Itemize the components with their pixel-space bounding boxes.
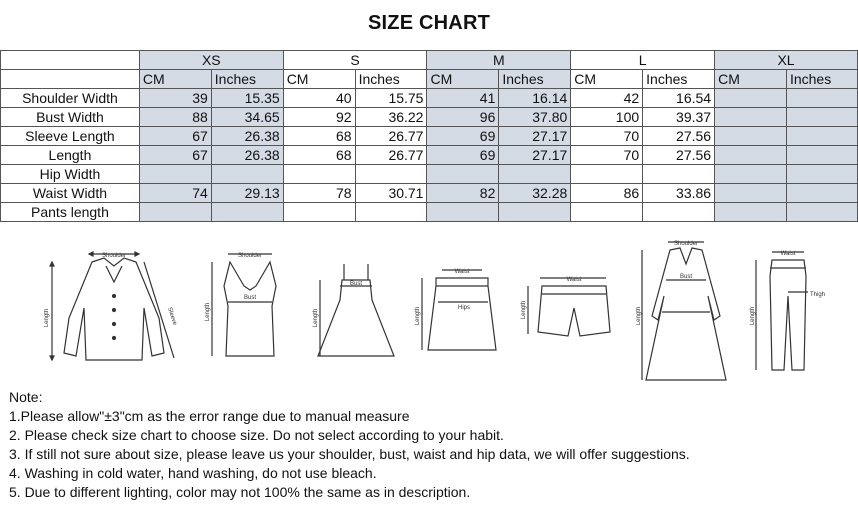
unit-header: Inches (786, 70, 857, 89)
thigh-label: Thigh (810, 292, 826, 298)
corner-cell (1, 70, 140, 89)
size-header-xs: XS (139, 51, 283, 70)
unit-header: CM (427, 70, 499, 89)
table-cell: 41 (427, 89, 499, 108)
unit-header: Inches (355, 70, 427, 89)
row-label: Sleeve Length (1, 127, 140, 146)
waist-label-3: Waist (780, 251, 796, 257)
shoulder-label: Shoulder (101, 253, 127, 259)
bust-label-2: Bust (349, 281, 363, 287)
unit-header: Inches (499, 70, 571, 89)
table-cell (571, 165, 643, 184)
table-row (1, 89, 858, 108)
table-cell (786, 165, 857, 184)
table-cell (211, 165, 283, 184)
table-cell: 42 (571, 89, 643, 108)
table-cell (499, 203, 571, 222)
table-cell (715, 203, 787, 222)
size-header-m: M (427, 51, 571, 70)
table-cell: 70 (571, 127, 643, 146)
table-row (1, 127, 858, 146)
size-chart-table (0, 50, 858, 222)
unit-header-row (1, 70, 858, 89)
table-cell: 92 (283, 108, 355, 127)
table-row (1, 184, 858, 203)
unit-header: Inches (643, 70, 715, 89)
table-cell (786, 184, 857, 203)
size-header-s: S (283, 51, 427, 70)
length-label-5: Length (521, 300, 527, 320)
page-title: SIZE CHART (368, 12, 490, 34)
row-label: Waist Width (1, 184, 140, 203)
table-cell (283, 165, 355, 184)
length-label-4: Length (415, 306, 421, 326)
table-cell: 34.65 (211, 108, 283, 127)
table-cell: 15.35 (211, 89, 283, 108)
table-cell: 27.56 (643, 146, 715, 165)
note-item: 5. Due to different lighting, color may not 100% the same as in description. (9, 484, 471, 500)
table-cell (786, 146, 857, 165)
corner-cell (1, 51, 140, 70)
table-cell: 16.54 (643, 89, 715, 108)
length-label-7: Length (750, 306, 756, 326)
table-row (1, 108, 858, 127)
table-cell: 33.86 (643, 184, 715, 203)
size-header-l: L (571, 51, 715, 70)
table-cell: 67 (139, 127, 211, 146)
table-cell (786, 203, 857, 222)
table-cell (786, 108, 857, 127)
table-cell: 67 (139, 146, 211, 165)
waist-label: Waist (454, 269, 470, 275)
vest-diagram (202, 246, 292, 371)
table-cell: 15.75 (355, 89, 427, 108)
table-cell (499, 165, 571, 184)
table-row (1, 165, 858, 184)
table-cell (643, 165, 715, 184)
table-cell: 96 (427, 108, 499, 127)
unit-header: Inches (211, 70, 283, 89)
notes-heading: Note: (9, 389, 43, 405)
row-label: Pants length (1, 203, 140, 222)
bust-label: Bust (243, 295, 257, 301)
row-label: Shoulder Width (1, 89, 140, 108)
skirt-diagram (412, 262, 502, 362)
size-header-xl: XL (715, 51, 858, 70)
table-cell: 69 (427, 146, 499, 165)
table-cell: 27.17 (499, 146, 571, 165)
table-cell: 27.17 (499, 127, 571, 146)
table-cell: 37.80 (499, 108, 571, 127)
note-item: 1.Please allow"±3"cm as the error range due to manual measure (9, 408, 410, 424)
sleeve-label: Sleeve (166, 306, 178, 327)
table-row (1, 146, 858, 165)
table-cell (786, 89, 857, 108)
row-label: Hip Width (1, 165, 140, 184)
table-cell (715, 165, 787, 184)
table-cell: 32.28 (499, 184, 571, 203)
table-cell (355, 203, 427, 222)
table-cell (211, 203, 283, 222)
table-cell (283, 203, 355, 222)
table-cell (715, 146, 787, 165)
table-cell: 39.37 (643, 108, 715, 127)
table-cell: 16.14 (499, 89, 571, 108)
table-cell: 26.77 (355, 127, 427, 146)
table-cell (139, 203, 211, 222)
table-cell (715, 127, 787, 146)
table-cell (427, 203, 499, 222)
table-cell: 40 (283, 89, 355, 108)
length-label-2: Length (205, 302, 211, 322)
note-item: 2. Please check size chart to choose size. Do not select according to your habit. (9, 427, 504, 443)
table-cell: 36.22 (355, 108, 427, 127)
table-cell (571, 203, 643, 222)
table-cell (715, 89, 787, 108)
table-cell: 27.56 (643, 127, 715, 146)
unit-header: CM (283, 70, 355, 89)
unit-header: CM (571, 70, 643, 89)
shoulder-label-3: Shoulder (673, 241, 699, 247)
table-cell: 26.38 (211, 127, 283, 146)
dress-diagram (310, 256, 400, 371)
row-label: Length (1, 146, 140, 165)
shoulder-label-2: Shoulder (237, 253, 263, 259)
table-cell: 26.38 (211, 146, 283, 165)
note-item: 4. Washing in cold water, hand washing, do not use bleach. (9, 465, 377, 481)
table-cell (643, 203, 715, 222)
row-label: Bust Width (1, 108, 140, 127)
waist-label-2: Waist (566, 277, 582, 283)
garment-illustrations (44, 236, 844, 386)
table-cell (786, 127, 857, 146)
table-cell (715, 108, 787, 127)
length-label-6: Length (636, 306, 642, 326)
table-cell (715, 184, 787, 203)
table-cell: 30.71 (355, 184, 427, 203)
table-cell: 88 (139, 108, 211, 127)
table-cell: 74 (139, 184, 211, 203)
length-label-3: Length (313, 308, 319, 328)
table-cell: 39 (139, 89, 211, 108)
size-header-row (1, 51, 858, 70)
notes-section (9, 388, 690, 502)
unit-header: CM (715, 70, 787, 89)
length-label: Length (44, 308, 50, 328)
shorts-diagram (518, 270, 618, 350)
table-row (1, 203, 858, 222)
table-cell (427, 165, 499, 184)
hips-label: Hips (457, 305, 471, 311)
table-cell: 82 (427, 184, 499, 203)
table-cell: 69 (427, 127, 499, 146)
coat-diagram (636, 236, 736, 386)
table-cell: 68 (283, 127, 355, 146)
bust-label-3: Bust (679, 274, 693, 280)
table-cell: 26.77 (355, 146, 427, 165)
table-cell: 78 (283, 184, 355, 203)
table-cell: 70 (571, 146, 643, 165)
note-item: 3. If still not sure about size, please leave us your shoulder, bust, waist and hip data, we will offer suggestions. (9, 446, 690, 462)
table-cell: 29.13 (211, 184, 283, 203)
unit-header: CM (139, 70, 211, 89)
table-cell: 86 (571, 184, 643, 203)
table-cell: 100 (571, 108, 643, 127)
table-cell (355, 165, 427, 184)
pants-diagram (748, 246, 844, 381)
table-cell (139, 165, 211, 184)
shirt-diagram (44, 248, 194, 368)
table-cell: 68 (283, 146, 355, 165)
